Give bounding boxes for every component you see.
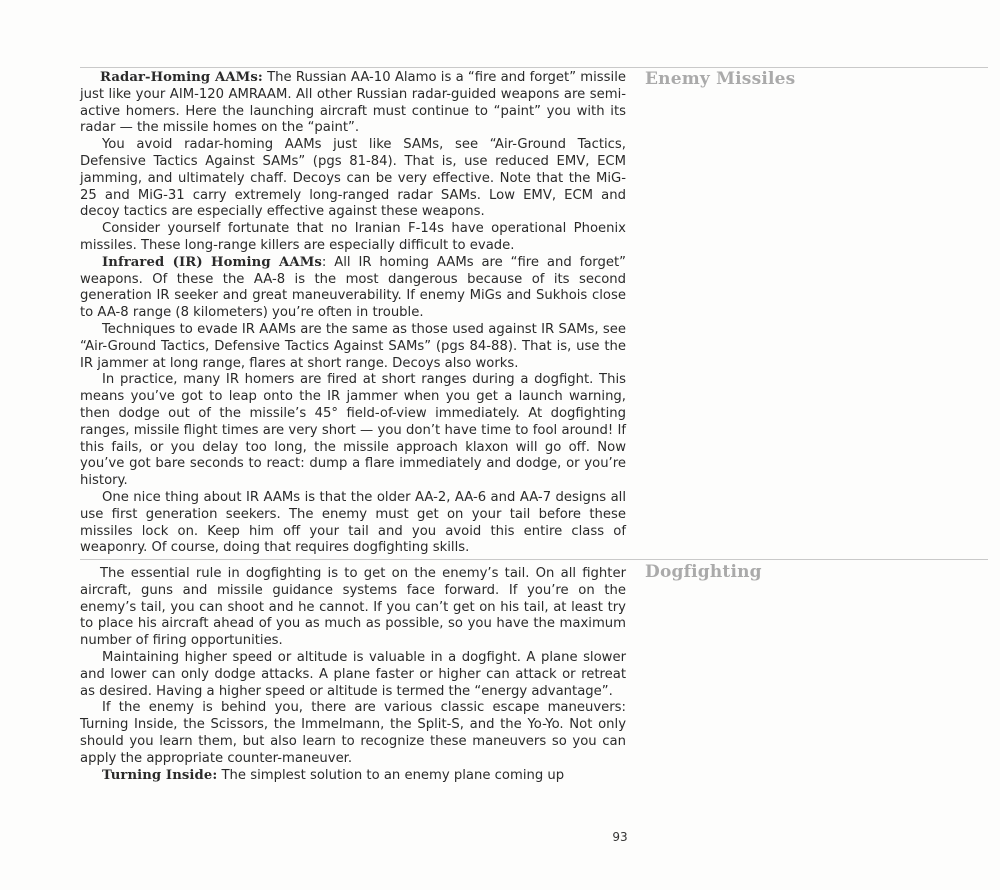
top-rule [80, 67, 988, 68]
paragraph: You avoid radar-homing AAMs just like SAMs, see “Air-Ground Tactics, Defensive Tactics Against SAMs” (pgs 81-84). That is, use reduced EMV, ECM jamming, and ultimately chaff. Decoys can be very effective. Note that the MiG-25 and MiG-31 carry extremely long-ranged radar SAMs. Low EMV, ECM and decoy tactics are especially effective against these weapons. [80, 137, 626, 220]
paragraph: In practice, many IR homers are fired at short ranges during a dogfight. This means you’ve got to leap onto the IR jammer when you get a launch warning, then dodge out of the missile’s 45° field-of-view immediately. At dogfighting ranges, missile flight times are very short — you don’t have time to fool around! If this fails, or you delay too long, the missile approach klaxon will go off. Now you’ve got bare seconds to react: dump a flare immediately and dodge, or you’re history. [80, 372, 626, 489]
section-heading-dogfighting: Dogfighting [645, 562, 762, 582]
run-in-heading-radar-homing: Radar-Homing AAMs: [100, 70, 263, 85]
paragraph: Maintaining higher speed or altitude is valuable in a dogfight. A plane slower and lower can only dodge attacks. A plane faster or higher can attack or retreat as desired. Having a higher speed or altitude is termed the “energy advantage”. [80, 649, 626, 699]
section-rule [80, 559, 988, 560]
paragraph: Techniques to evade IR AAMs are the same as those used against IR SAMs, see “Air-Ground Tactics, Defensive Tactics Against SAMs” (pgs 84-88). That is, use the IR jammer at long range, flares at short range. Decoys also works. [80, 321, 626, 371]
paragraph: The essential rule in dogfighting is to get on the enemy’s tail. On all fighter aircraft, guns and missile guidance systems face forward. If you’re on the enemy’s tail, you can shoot and he cannot. If you can’t get on his tail, at least try to place his aircraft ahead of you as much as possible, so you have the maximum number of firing opportunities. [80, 566, 626, 649]
run-in-heading-infrared: Infrared (IR) Homing AAMs [102, 254, 322, 270]
paragraph: One nice thing about IR AAMs is that the older AA-2, AA-6 and AA-7 designs all use first generation seekers. The enemy must get on your tail before these missiles lock on. Keep him off your tail and you avoid this entire class of weaponry. Of course, doing that requires dogfighting skills. [80, 489, 626, 556]
paragraph: If the enemy is behind you, there are various classic escape maneuvers: Turning Inside, the Scissors, the Immelmann, the Split-S, and the Yo-Yo. Not only should you learn them, but also learn to recognize these maneuvers so you can apply the appropriate counter-maneuver. [80, 700, 626, 766]
page-number: 93 [612, 830, 628, 844]
dogfighting-body [80, 566, 626, 784]
run-in-heading-turning-inside: Turning Inside: [102, 767, 218, 783]
paragraph: Turning Inside: The simplest solution to an enemy plane coming up [102, 767, 565, 783]
enemy-missiles-body [80, 70, 626, 557]
paragraph: Radar-Homing AAMs: The Russian AA-10 Alamo is a “fire and forget” missile just like your AIM-120 AMRAAM. All other Russian radar-guided weapons are semi-active homers. Here the launching aircraft must continue to “paint” you with its radar — the missile homes on the “paint”. [80, 70, 626, 136]
paragraph: Infrared (IR) Homing AAMs: All IR homing AAMs are “fire and forget” weapons. Of these the AA-8 is the most dangerous because of its second generation IR seeker and great maneuverability. If enemy MiGs and Sukhois close to AA-8 range (8 kilometers) you’re often in trouble. [80, 254, 626, 321]
paragraph: Consider yourself fortunate that no Iranian F-14s have operational Phoenix missiles. These long-range killers are especially difficult to evade. [80, 221, 626, 253]
section-heading-enemy-missiles: Enemy Missiles [645, 69, 796, 89]
